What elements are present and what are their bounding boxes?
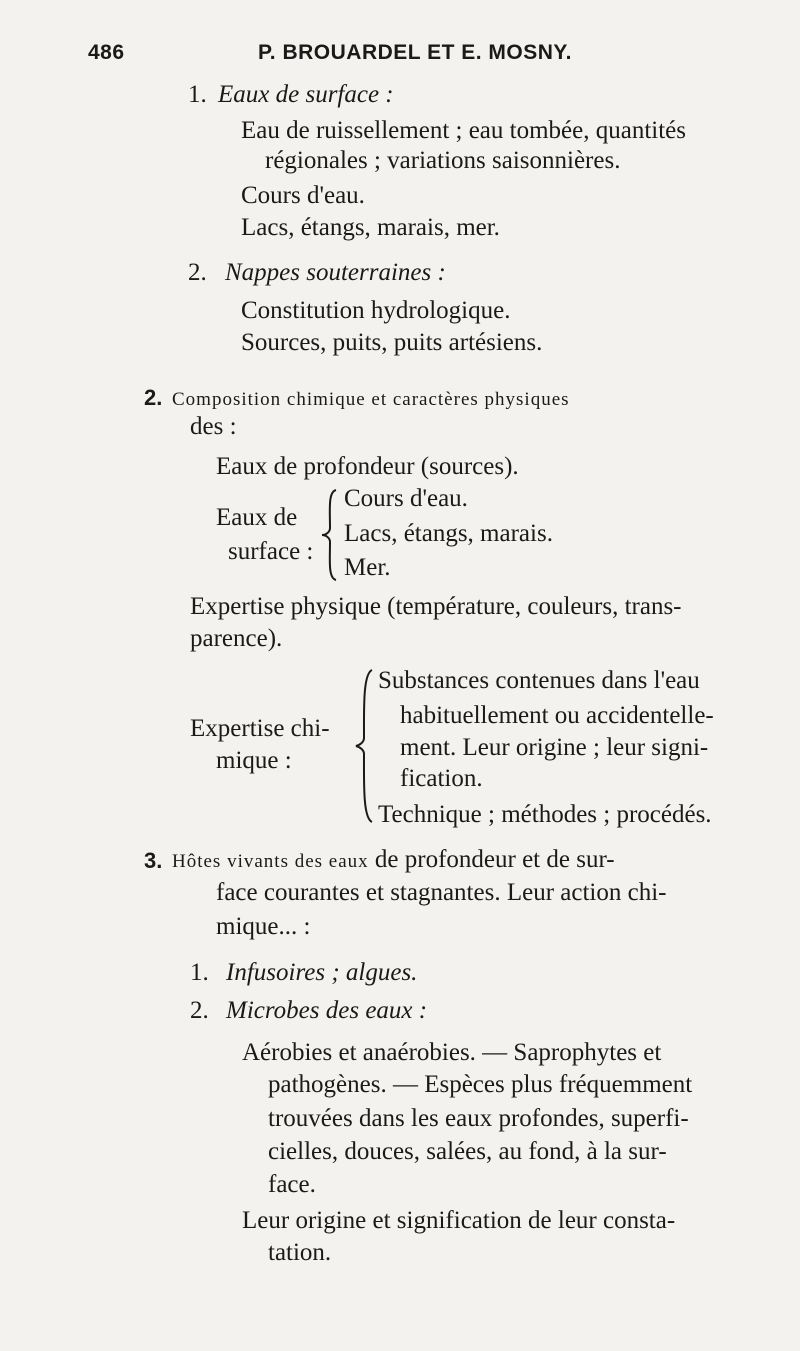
item-number: 2. xyxy=(188,259,207,286)
text-line: habituellement ou accidentelle- xyxy=(400,702,714,729)
subheading-microbes: Microbes des eaux : xyxy=(226,997,428,1024)
section-number: 3. xyxy=(144,848,163,873)
text-line: Lacs, étangs, marais. xyxy=(344,520,553,547)
brace-label: Expertise chi- xyxy=(190,715,330,742)
text-line: Cours d'eau. xyxy=(241,182,365,209)
text-line: Eaux de profondeur (sources). xyxy=(216,453,519,480)
text-line: trouvées dans les eaux profondes, superfi- xyxy=(268,1105,689,1132)
text-line: régionales ; variations saisonnières. xyxy=(265,147,621,174)
brace-label: Eaux de xyxy=(216,504,298,531)
text-line: face courantes et stagnantes. Leur action chi- xyxy=(216,879,667,906)
item-number: 1. xyxy=(188,81,207,108)
section-heading: Composition chimique et caractères physiques xyxy=(172,389,570,410)
text-line: ment. Leur origine ; leur signi- xyxy=(400,734,709,761)
page-number: 486 xyxy=(88,41,125,64)
brace-label: surface : xyxy=(228,538,314,565)
section-heading: Hôtes vivants des eaux xyxy=(172,851,369,872)
text-line: cielles, douces, salées, au fond, à la sur- xyxy=(268,1138,667,1165)
text-line: Constitution hydrologique. xyxy=(241,297,511,324)
text-line: Expertise physique (température, couleurs, trans- xyxy=(190,593,682,620)
text-line: parence). xyxy=(190,625,283,652)
text-line: pathogènes. — Espèces plus fréquemment xyxy=(268,1071,693,1098)
text-line: Lacs, étangs, marais, mer. xyxy=(241,214,500,241)
section-heading-line xyxy=(172,845,615,877)
section-heading-rest: de profondeur et de sur- xyxy=(374,846,615,873)
item-number: 1. xyxy=(190,959,209,986)
section-number: 2. xyxy=(144,385,163,410)
subheading-infusoires: Infusoires ; algues. xyxy=(226,959,418,986)
text-line: Cours d'eau. xyxy=(344,485,468,512)
text-line: Technique ; méthodes ; procédés. xyxy=(378,801,712,828)
text-line: Aérobies et anaérobies. — Saprophytes et xyxy=(242,1039,662,1066)
text-line: Eau de ruissellement ; eau tombée, quantités xyxy=(241,117,686,144)
text-line: mique... : xyxy=(216,913,311,940)
text-line: Substances contenues dans l'eau xyxy=(378,667,700,694)
text-line: Leur origine et signification de leur consta- xyxy=(242,1207,676,1234)
subheading-nappes-souterraines: Nappes souterraines : xyxy=(225,259,446,286)
text-line: face. xyxy=(268,1171,316,1198)
subheading-eaux-de-surface: Eaux de surface : xyxy=(218,81,394,108)
text-line: Sources, puits, puits artésiens. xyxy=(241,329,543,356)
running-title: P. BROUARDEL ET E. MOSNY. xyxy=(258,41,572,64)
item-number: 2. xyxy=(190,997,209,1024)
section-heading-cont: des : xyxy=(190,413,237,440)
text-line: Mer. xyxy=(344,554,391,581)
text-line: fication. xyxy=(400,765,483,792)
curly-brace-icon xyxy=(354,668,376,824)
curly-brace-icon xyxy=(320,488,340,582)
brace-label: mique : xyxy=(216,747,292,774)
text-line: tation. xyxy=(268,1239,332,1266)
